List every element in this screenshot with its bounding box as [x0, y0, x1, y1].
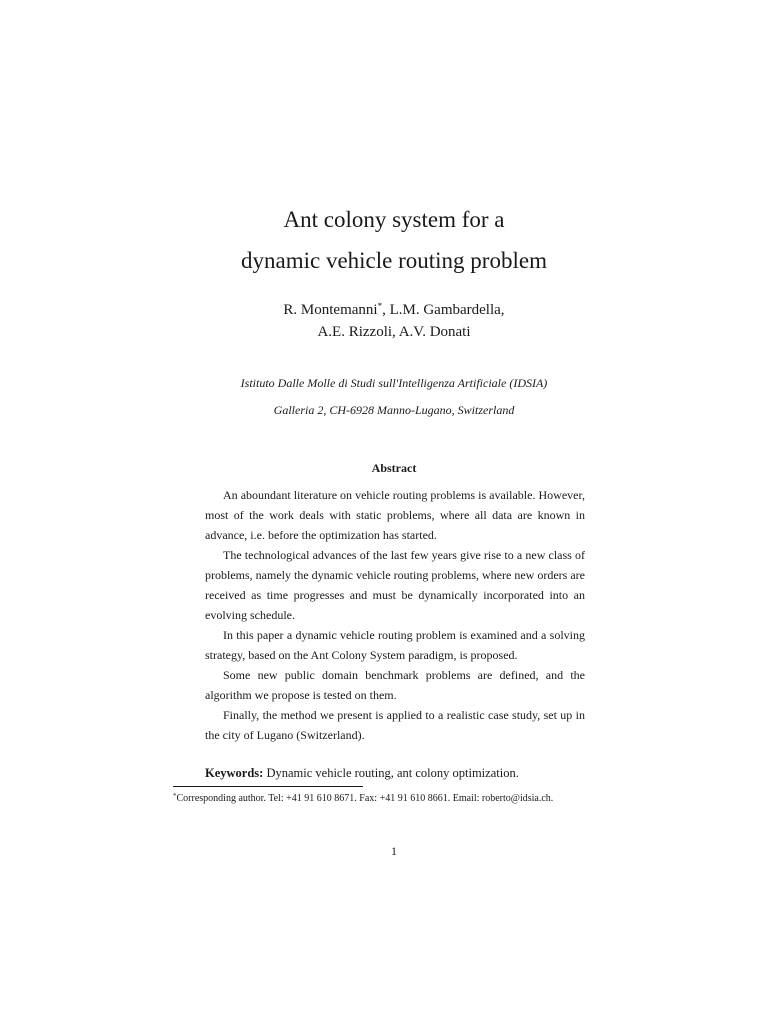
abstract-paragraph: Finally, the method we present is applied to a realistic case study, set up in the city of Lugano (Switzerland).	[205, 708, 585, 742]
authors-line-2: A.E. Rizzoli, A.V. Donati	[317, 324, 471, 340]
abstract-paragraph: The technological advances of the last few years give rise to a new class of problems, namely the dynamic vehicle routing problems, where new orders are received as time progresses and must be dynamically incorporated into an evolving schedule.	[205, 548, 585, 622]
corresponding-author-mark: *	[377, 301, 383, 311]
paper-title-line-2: dynamic vehicle routing problem	[241, 248, 547, 273]
footnote-divider	[173, 786, 363, 787]
author-montemanni: R. Montemanni	[283, 302, 378, 318]
affiliation-institute: Istituto Dalle Molle di Studi sull'Intelligenza Artificiale (IDSIA)	[240, 376, 548, 390]
footnote-mark: *	[173, 792, 177, 800]
abstract-paragraph: Some new public domain benchmark problems are defined, and the algorithm we propose is tested on them.	[205, 668, 585, 702]
footnote	[173, 788, 617, 807]
page-number: 1	[391, 844, 397, 858]
keywords	[205, 764, 625, 782]
abstract-body	[205, 485, 585, 745]
abstract-paragraph: An aboundant literature on vehicle routing problems is available. However, most of the work deals with static problems, where all data are known in advance, i.e. before the optimization has started.	[205, 488, 585, 542]
keywords-text: Dynamic vehicle routing, ant colony optimization.	[266, 766, 519, 780]
keywords-label: Keywords:	[205, 766, 264, 780]
abstract-heading: Abstract	[371, 461, 417, 475]
author-gambardella: , L.M. Gambardella,	[382, 302, 505, 318]
abstract-paragraph: In this paper a dynamic vehicle routing problem is examined and a solving strategy, based on the Ant Colony System paradigm, is proposed.	[205, 628, 585, 662]
paper-title-line-1: Ant colony system for a	[283, 207, 505, 232]
footnote-text: Corresponding author. Tel: +41 91 610 8671. Fax: +41 91 610 8661. Email: roberto@idsia.ch.	[176, 793, 554, 804]
authors-line-1	[0, 296, 768, 320]
affiliation-address: Galleria 2, CH-6928 Manno-Lugano, Switzerland	[273, 403, 515, 417]
